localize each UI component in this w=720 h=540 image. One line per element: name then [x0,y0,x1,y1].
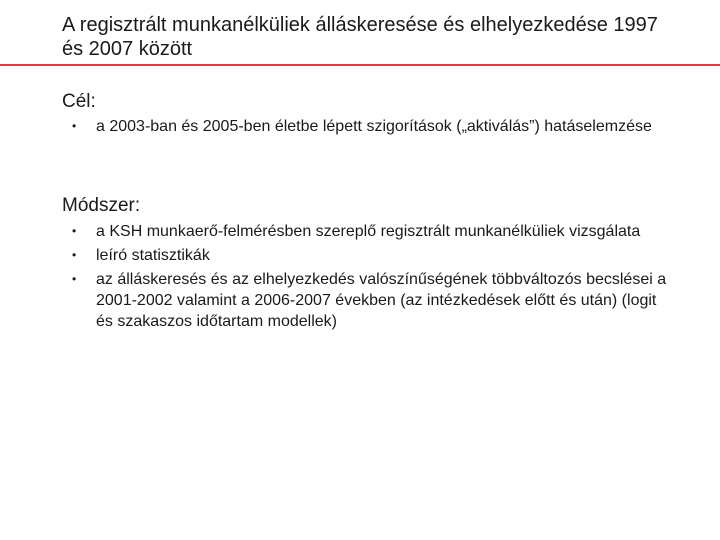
bullet-icon: • [72,224,77,238]
method-heading: Módszer: [62,195,141,216]
goal-list [72,116,672,140]
bullet-icon: • [72,272,77,286]
slide-title: A regisztrált munkanélküliek álláskeresése és elhelyezkedése 1997 és 2007 között [62,14,658,60]
goal-item-text: a 2003-ban és 2005-ben életbe lépett szigorítások („aktiválás”) hatáselemzése [96,118,652,135]
title-divider [0,64,720,66]
method-item-text: leíró statisztikák [96,247,210,264]
goal-heading: Cél: [62,91,96,112]
method-item [72,245,672,266]
method-item-text: a KSH munkaerő-felmérésben szereplő regisztrált munkanélküliek vizsgálata [96,223,641,240]
method-item [72,221,672,242]
method-list [72,221,672,335]
bullet-icon: • [72,119,77,133]
goal-item [72,116,672,137]
bullet-icon: • [72,248,77,262]
method-item-text: az álláskeresés és az elhelyezkedés valószínűségének többváltozós becslései a 2001-2002 valamint a 2006-2007 években (az intézkedések előtt és után) (logit és szakaszos időtartam modellek) [96,271,667,330]
method-item [72,269,672,332]
